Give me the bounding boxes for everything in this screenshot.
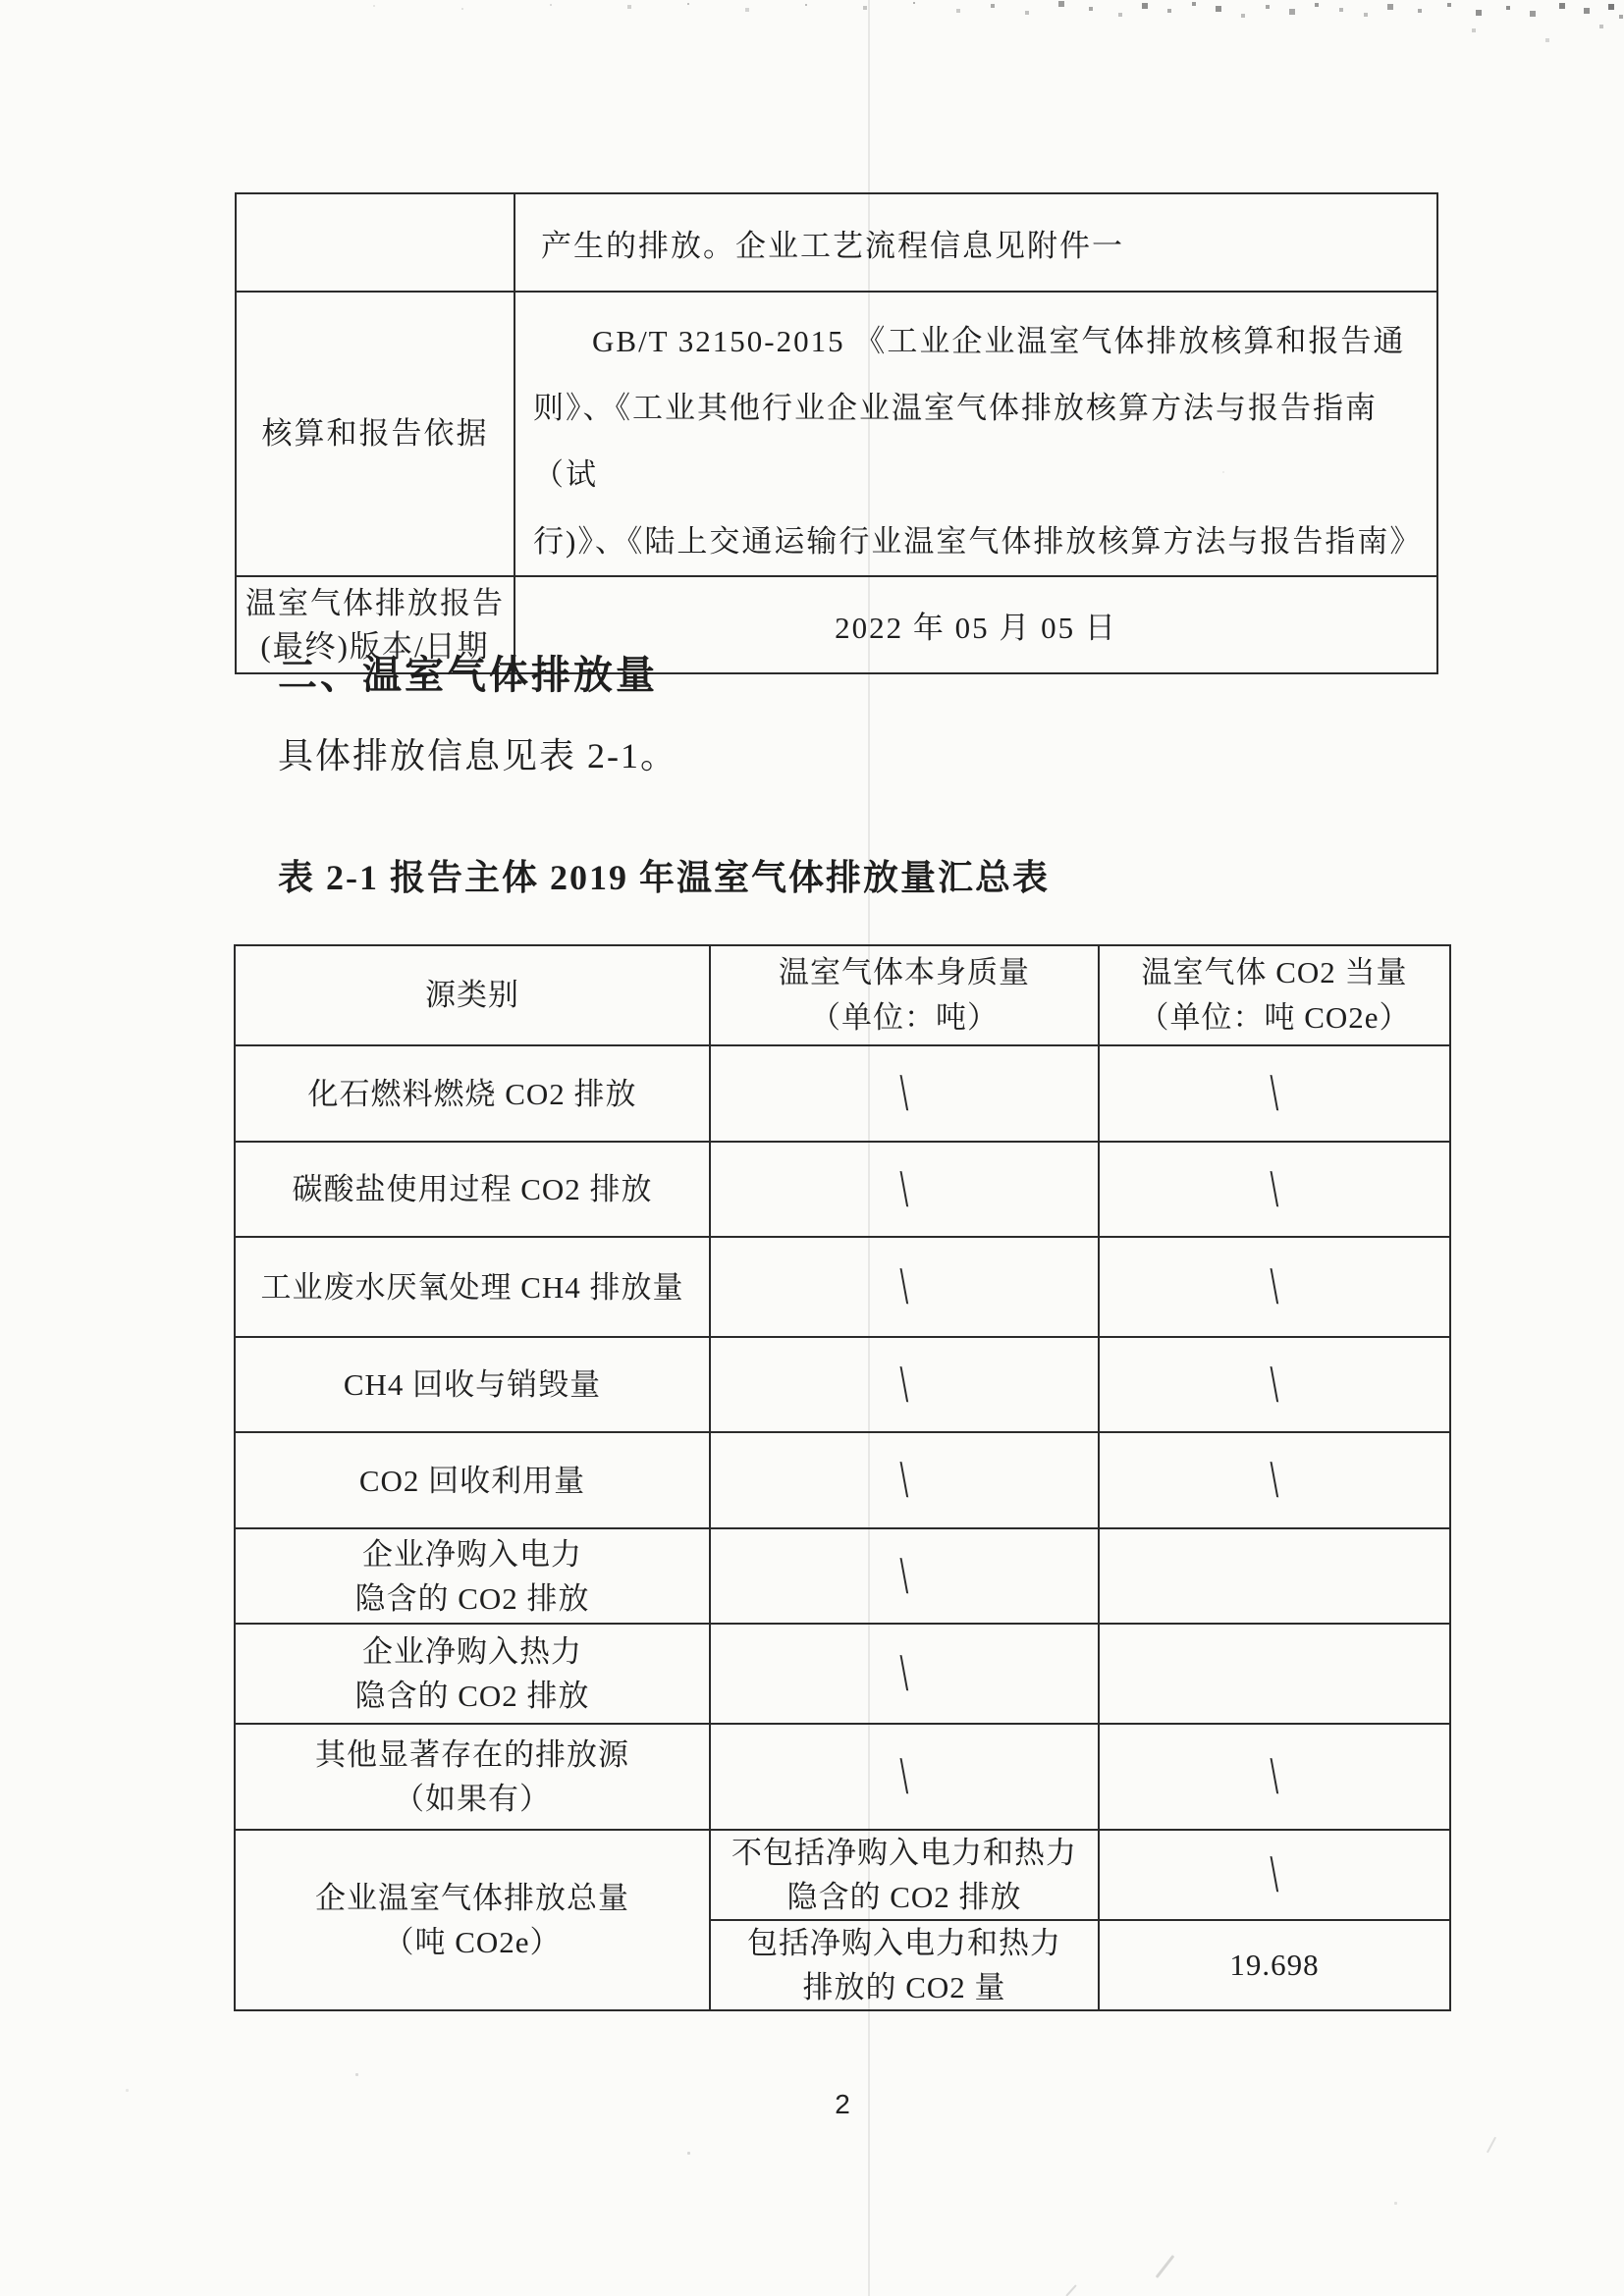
row-label: [235, 1432, 710, 1528]
emission-row-ch4-recovery: [235, 1337, 1450, 1432]
mass-value-cell: [710, 1142, 1099, 1237]
basis-line-2: 则》、《工业其他行业企业温室气体排放核算方法与报告指南（试: [533, 391, 1378, 492]
mass-value: \: [895, 1547, 913, 1605]
scanner-noise-top: [0, 0, 2, 2]
emission-row-other-sources: [235, 1724, 1450, 1830]
total-label-line-2: （吨 CO2e）: [383, 1925, 562, 1959]
row-label-text: 隐含的 CO2 排放: [354, 1580, 590, 1616]
co2e-value: \: [1266, 1747, 1283, 1806]
total-desc-including: [710, 1920, 1099, 2010]
co2e-value-cell: [1099, 1237, 1450, 1337]
total-desc-line-2: 排放的 CO2 量: [802, 1970, 1006, 2004]
mass-value: \: [895, 1356, 913, 1414]
mass-value-cell: [710, 1724, 1099, 1830]
mass-value: \: [895, 1257, 913, 1316]
row-label-text: 碳酸盐使用过程 CO2 排放: [292, 1172, 653, 1206]
row-label: [235, 1142, 710, 1237]
total-value-including: 19.698: [1229, 1948, 1320, 1982]
emission-row-carbonate: [235, 1142, 1450, 1237]
emission-total-row-excluding: [235, 1830, 1450, 1920]
co2e-value-cell: [1099, 1142, 1450, 1237]
emission-summary-table: [234, 944, 1451, 2011]
co2e-value-cell: [1099, 1724, 1450, 1830]
total-desc-line-2: 隐含的 CO2 排放: [786, 1880, 1022, 1914]
emission-row-wastewater-ch4: [235, 1237, 1450, 1337]
report-info-table: [235, 192, 1438, 674]
row-label: [235, 1237, 710, 1337]
row-label-text: CO2 回收利用量: [358, 1463, 586, 1498]
co2e-value: \: [1266, 1160, 1283, 1218]
co2e-value: \: [1266, 1064, 1283, 1123]
header-co2-equivalent-line-1: 温室气体 CO2 当量: [1141, 955, 1408, 989]
co2e-value-cell: [1099, 1045, 1450, 1142]
total-desc-line-1: 包括净购入电力和热力: [747, 1926, 1061, 1960]
total-value-including-cell: [1099, 1920, 1450, 2010]
row-label-text: 企业净购入电力: [362, 1536, 582, 1572]
ink-speck: [1065, 2284, 1077, 2296]
row-label: [235, 1045, 710, 1142]
mass-value: \: [895, 1064, 913, 1123]
emission-header-row: [235, 945, 1450, 1045]
row-label-text: CH4 回收与销毁量: [343, 1367, 602, 1402]
info-label-accounting-basis: [236, 292, 514, 576]
header-co2-equivalent: [1099, 945, 1450, 1045]
co2e-value: \: [1266, 1451, 1283, 1510]
total-desc-excluding: [710, 1830, 1099, 1920]
row-label-text: 工业废水厌氧处理 CH4 排放量: [260, 1269, 684, 1305]
info-label-empty-cell: [236, 193, 514, 292]
accounting-basis-label: 核算和报告依据: [261, 416, 489, 451]
co2e-value-cell: [1099, 1432, 1450, 1528]
header-source-category: [235, 945, 710, 1045]
emission-table-caption: 表 2-1 报告主体 2019 年温室气体排放量汇总表: [278, 858, 1050, 897]
basis-line-3: 行)》、《陆上交通运输行业温室气体排放核算方法与报告指南》: [533, 524, 1423, 559]
co2e-value-cell: [1099, 1337, 1450, 1432]
emission-row-fossil-fuel: [235, 1045, 1450, 1142]
report-version-label-line-2: (最终)版本/日期: [260, 628, 490, 664]
mass-value-cell: [710, 1045, 1099, 1142]
report-version-date: 2022 年 05 月 05 日: [514, 576, 1437, 673]
co2e-value-cell-empty: [1099, 1624, 1450, 1724]
total-value-excluding-cell: [1099, 1830, 1450, 1920]
emission-row-purchased-electricity: [235, 1528, 1450, 1624]
info-content-process-emissions: [514, 193, 1437, 292]
co2e-value: \: [1266, 1257, 1283, 1316]
ink-speck: [1156, 2255, 1175, 2278]
header-gas-mass-line-2: （单位：吨）: [810, 1000, 999, 1035]
basis-line-1: GB/T 32150-2015 《工业企业温室气体排放核算和报告通: [592, 324, 1406, 358]
row-label: [235, 1337, 710, 1432]
row-label: [235, 1724, 710, 1830]
row-label-text: 隐含的 CO2 排放: [354, 1679, 590, 1713]
page-number: 2: [835, 2089, 850, 2119]
mass-value-cell: [710, 1528, 1099, 1624]
ink-speck: [1394, 2202, 1397, 2205]
mass-value: \: [895, 1747, 913, 1806]
mass-value-cell: [710, 1337, 1099, 1432]
co2e-value-cell-empty: [1099, 1528, 1450, 1624]
process-emissions-text: 产生的排放。企业工艺流程信息见附件一: [541, 228, 1124, 263]
info-row-accounting-basis: [236, 292, 1437, 576]
row-label-text: 企业净购入热力: [362, 1634, 582, 1669]
ink-speck: [1487, 2137, 1496, 2154]
section-intro-text: 具体排放信息见表 2-1。: [278, 736, 677, 775]
row-label-text: 化石燃料燃烧 CO2 排放: [307, 1076, 637, 1111]
section-heading: 二、温室气体排放量: [278, 653, 658, 697]
row-label: [235, 1624, 710, 1724]
mass-value-cell: [710, 1432, 1099, 1528]
header-co2-equivalent-line-2: （单位：吨 CO2e）: [1138, 1000, 1411, 1035]
mass-value: \: [895, 1451, 913, 1510]
mass-value: \: [895, 1160, 913, 1218]
row-label-text: 其他显著存在的排放源: [315, 1737, 629, 1772]
total-value-excluding: \: [1266, 1845, 1283, 1904]
ink-speck: [687, 2152, 690, 2155]
total-label-cell: [235, 1830, 710, 2010]
emission-row-purchased-heat: [235, 1624, 1450, 1724]
total-desc-line-1: 不包括净购入电力和热力: [731, 1836, 1077, 1870]
info-row-process-emissions: [236, 193, 1437, 292]
total-label-line-1: 企业温室气体排放总量: [315, 1881, 629, 1915]
emission-row-co2-recycling: [235, 1432, 1450, 1528]
ink-speck: [355, 2073, 358, 2076]
info-content-accounting-basis: [514, 292, 1437, 576]
header-gas-mass: [710, 945, 1099, 1045]
row-label: [235, 1528, 710, 1624]
mass-value-cell: [710, 1237, 1099, 1337]
report-version-label-line-1: 温室气体排放报告: [245, 585, 505, 620]
header-gas-mass-line-1: 温室气体本身质量: [779, 955, 1030, 989]
header-source-category-label: 源类别: [425, 978, 519, 1012]
co2e-value: \: [1266, 1356, 1283, 1414]
mass-value-cell: [710, 1624, 1099, 1724]
row-label-text: （如果有）: [394, 1782, 551, 1816]
mass-value: \: [895, 1644, 913, 1703]
